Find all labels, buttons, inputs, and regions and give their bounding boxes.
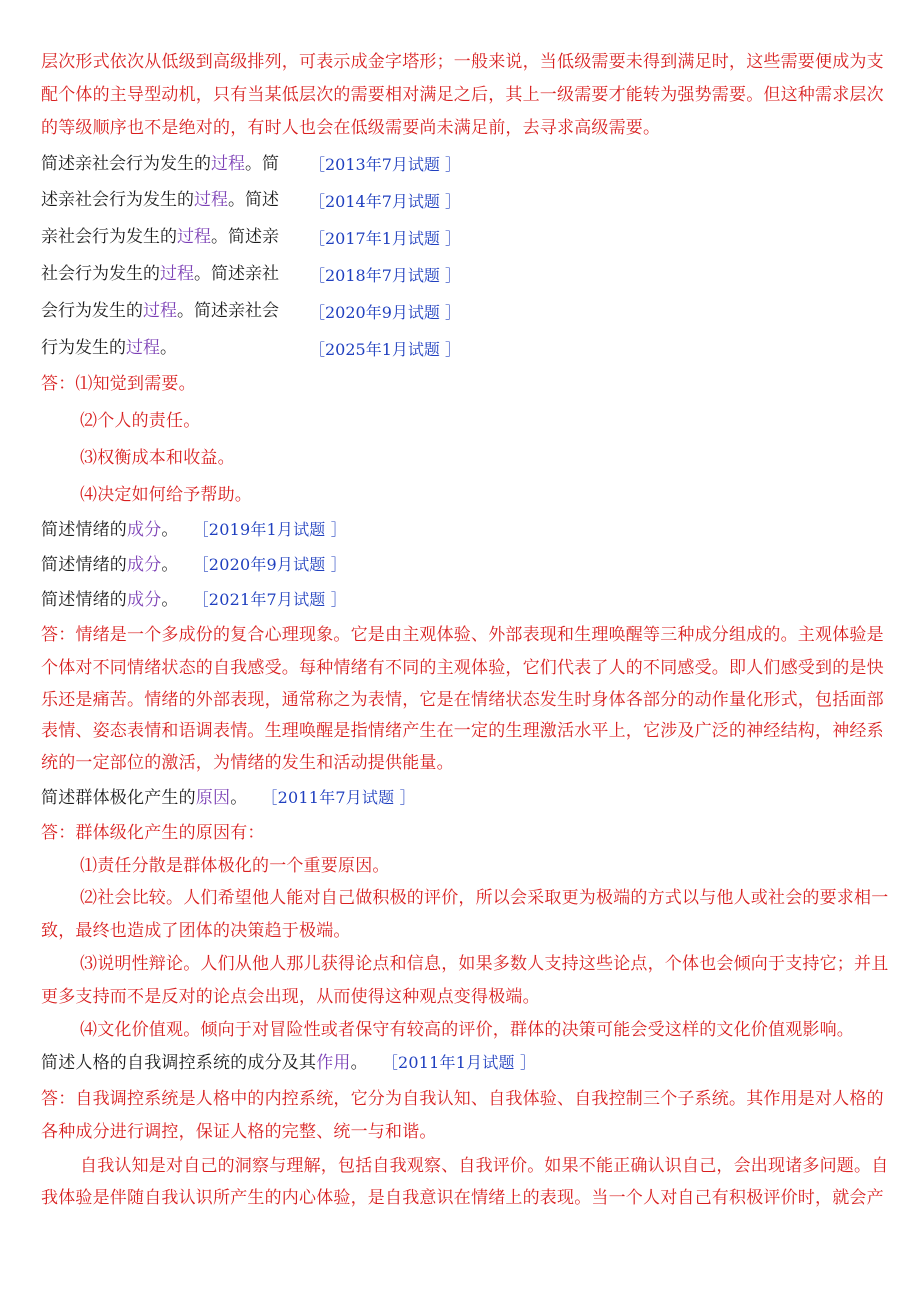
answer-line: 个体对不同情绪状态的自我感受。每种情绪有不同的主观体验，它们代表了人的不同感受。即人们感受到的是快 [41,658,884,678]
keyword: 原因 [195,788,231,808]
answer-line: ⑵个人的责任。 [80,411,201,431]
answer-line: 致，最终也造成了团体的决策趋于极端。 [41,921,351,941]
question-line: 社会行为发生的过程。简述亲社 [41,264,279,284]
keyword: 过程 [160,264,194,284]
question-line: 简述亲社会行为发生的过程。简 [41,154,279,174]
keyword: 成分 [127,520,162,540]
keyword: 成分 [127,590,162,610]
intro-line: 层次形式依次从低级到高级排列，可表示成金字塔形；一般来说，当低级需要未得到满足时，这些需要便成为支 [41,52,884,72]
keyword: 过程 [194,190,228,210]
answer-line: ⑶权衡成本和收益。 [80,448,235,468]
keyword: 成分 [127,555,162,575]
exam-tag: ［2021年7月试题 ］ [192,590,347,609]
exam-tag: ［2017年1月试题 ］ [309,229,461,248]
exam-tag: ［2020年9月试题 ］ [309,303,461,322]
answer-line: ⑶说明性辩论。人们从他人那儿获得论点和信息，如果多数人支持这些论点，个体也会倾向于支持它；并且 [80,954,889,974]
answer-line: 我体验是伴随自我认识所产生的内心体验，是自我意识在情绪上的表现。当一个人对自己有积极评价时，就会产 [41,1188,884,1208]
answer-line: 答：⑴知觉到需要。 [41,374,196,394]
answer-line: ⑴责任分散是群体极化的一个重要原因。 [80,856,390,876]
exam-tag: ［2011年7月试题 ］ [261,788,416,807]
keyword: 过程 [177,227,211,247]
question-line: 会行为发生的过程。简述亲社会 [41,301,279,321]
question-line: 行为发生的过程。 [41,338,177,358]
question-line: 述亲社会行为发生的过程。简述 [41,190,279,210]
answer-line: 答：自我调控系统是人格中的内控系统，它分为自我认知、自我体验、自我控制三个子系统。其作用是对人格的 [41,1089,884,1109]
answer-line: ⑷决定如何给予帮助。 [80,485,252,505]
answer-line: 统的一定部位的激活，为情绪的发生和活动提供能量。 [41,753,454,773]
answer-line: 乐还是痛苦。情绪的外部表现，通常称之为表情，它是在情绪状态发生时身体各部分的动作量化形式，包括面部 [41,690,884,710]
exam-tag: ［2013年7月试题 ］ [309,155,461,174]
keyword: 过程 [143,301,177,321]
exam-tag: ［2014年7月试题 ］ [309,192,461,211]
answer-line: 更多支持而不是反对的论点会出现，从而使得这种观点变得极端。 [41,987,540,1007]
question-line: 简述情绪的成分。 ［2021年7月试题 ］ [41,590,347,610]
exam-tag: ［2020年9月试题 ］ [192,555,347,574]
answer-line: 各种成分进行调控，保证人格的完整、统一与和谐。 [41,1122,437,1142]
exam-tag: ［2025年1月试题 ］ [309,340,461,359]
question-line: 简述群体极化产生的原因。 ［2011年7月试题 ］ [41,788,416,808]
question-line: 简述情绪的成分。 ［2019年1月试题 ］ [41,520,347,540]
answer-line: 自我认知是对自己的洞察与理解，包括自我观察、自我评价。如果不能正确认识自己，会出现诸多问题。自 [80,1156,889,1176]
answer-line: 表情、姿态表情和语调表情。生理唤醒是指情绪产生在一定的生理激活水平上，它涉及广泛的神经结构，神经系 [41,721,884,741]
intro-line: 配个体的主导型动机，只有当某低层次的需要相对满足之后，其上一级需要才能转为强势需要。但这种需求层次 [41,85,884,105]
question-line: 简述人格的自我调控系统的成分及其作用。 ［2011年1月试题 ］ [41,1053,537,1073]
keyword: 过程 [126,338,160,358]
answer-line: ⑵社会比较。人们希望他人能对自己做积极的评价，所以会采取更为极端的方式以与他人或社会的要求相一 [80,888,889,908]
keyword: 过程 [211,154,245,174]
question-line: 简述情绪的成分。 ［2020年9月试题 ］ [41,555,347,575]
exam-tag: ［2011年1月试题 ］ [381,1053,537,1072]
exam-tag: ［2019年1月试题 ］ [192,520,347,539]
answer-line: 答：情绪是一个多成份的复合心理现象。它是由主观体验、外部表现和生理唤醒等三种成分组成的。主观体验是 [41,625,884,645]
answer-line: 答：群体级化产生的原因有： [41,823,265,843]
exam-tag: ［2018年7月试题 ］ [309,266,461,285]
keyword: 作用 [316,1053,351,1073]
question-line: 亲社会行为发生的过程。简述亲 [41,227,279,247]
intro-line: 的等级顺序也不是绝对的，有时人也会在低级需要尚未满足前，去寻求高级需要。 [41,118,661,138]
answer-line: ⑷文化价值观。倾向于对冒险性或者保守有较高的评价，群体的决策可能会受这样的文化价值观影响。 [80,1020,854,1040]
